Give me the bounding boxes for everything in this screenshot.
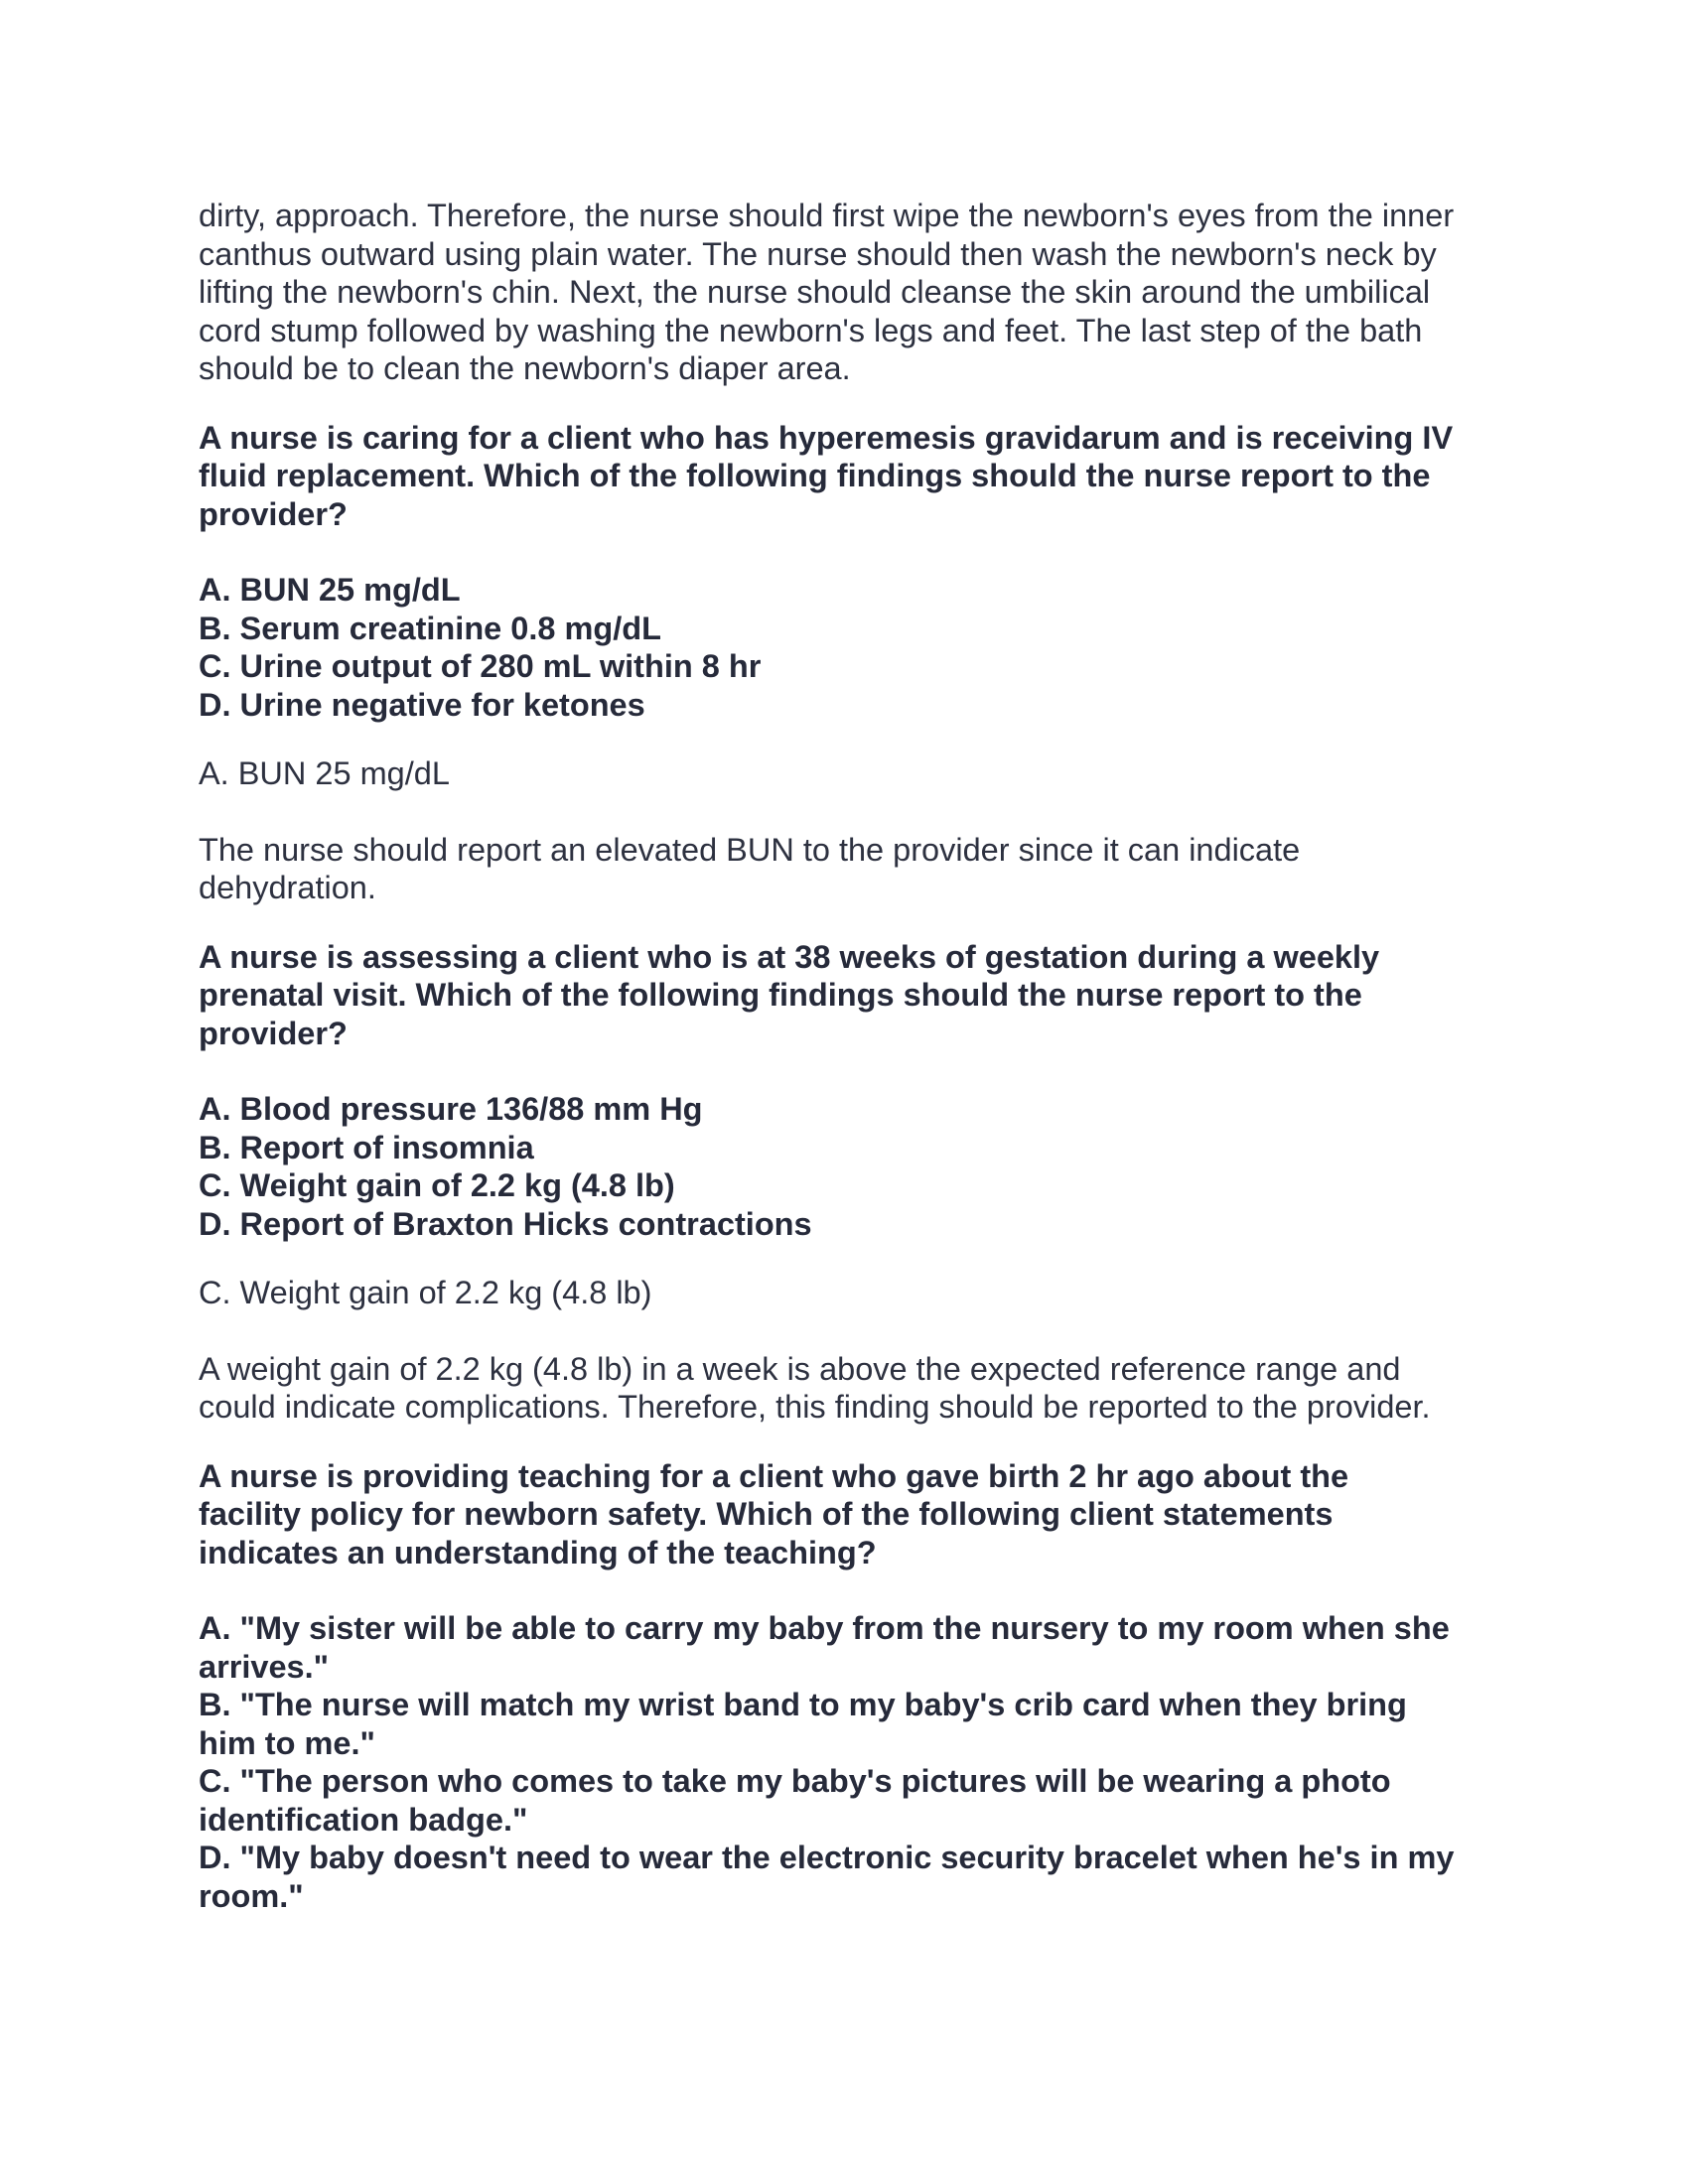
question-2-option-c: C. Weight gain of 2.2 kg (4.8 lb) xyxy=(199,1167,675,1203)
question-3-option-b: B. "The nurse will match my wrist band to my baby's crib card when they bring him to me." xyxy=(199,1687,1407,1761)
question-1-stem: A nurse is caring for a client who has hyperemesis gravidarum and is receiving IV fluid replacement. Which of the following findings should the nurse report to the provider? xyxy=(199,419,1454,532)
question-1-answer: A. BUN 25 mg/dL xyxy=(199,755,450,791)
question-2-rationale: A weight gain of 2.2 kg (4.8 lb) in a week is above the expected reference range and could indicate complications. Therefore, this finding should be reported to the provider. xyxy=(199,1350,1431,1425)
question-3-options xyxy=(199,1609,1509,1915)
question-1-option-d: D. Urine negative for ketones xyxy=(199,686,645,723)
question-2-stem: A nurse is assessing a client who is at 38 weeks of gestation during a weekly prenatal visit. Which of the following findings should the nurse report to the provider? xyxy=(199,938,1380,1051)
question-2-answer: C. Weight gain of 2.2 kg (4.8 lb) xyxy=(199,1275,652,1310)
question-3-option-d: D. "My baby doesn't need to wear the electronic security bracelet when he's in my room." xyxy=(199,1840,1455,1914)
question-2-option-d: D. Report of Braxton Hicks contractions xyxy=(199,1205,812,1242)
question-1-option-a: A. BUN 25 mg/dL xyxy=(199,572,461,608)
question-2-option-b: B. Report of insomnia xyxy=(199,1129,534,1165)
intro-paragraph: dirty, approach. Therefore, the nurse should first wipe the newborn's eyes from the inner canthus outward using plain water. The nurse should then wash the newborn's neck by lifting the newborn's chin. Next, the nurse should cleanse the skin around the umbilical cord stump followed by washing the newborn's legs and feet. The last step of the bath should be to clean the newborn's diaper area. xyxy=(199,198,1455,386)
question-1-option-b: B. Serum creatinine 0.8 mg/dL xyxy=(199,610,661,646)
question-1-options xyxy=(199,571,1509,724)
question-3-option-c: C. "The person who comes to take my baby's pictures will be wearing a photo identification badge." xyxy=(199,1763,1391,1838)
question-2-options xyxy=(199,1090,1509,1243)
document-page xyxy=(199,197,1509,1915)
question-1-rationale: The nurse should report an elevated BUN to the provider since it can indicate dehydration. xyxy=(199,831,1301,905)
question-3-option-a: A. "My sister will be able to carry my baby from the nursery to my room when she arrives." xyxy=(199,1610,1450,1685)
question-3-stem: A nurse is providing teaching for a client who gave birth 2 hr ago about the facility policy for newborn safety. Which of the following client statements indicates an understanding of the teaching? xyxy=(199,1457,1349,1570)
question-2-option-a: A. Blood pressure 136/88 mm Hg xyxy=(199,1091,703,1127)
question-1-option-c: C. Urine output of 280 mL within 8 hr xyxy=(199,648,762,684)
